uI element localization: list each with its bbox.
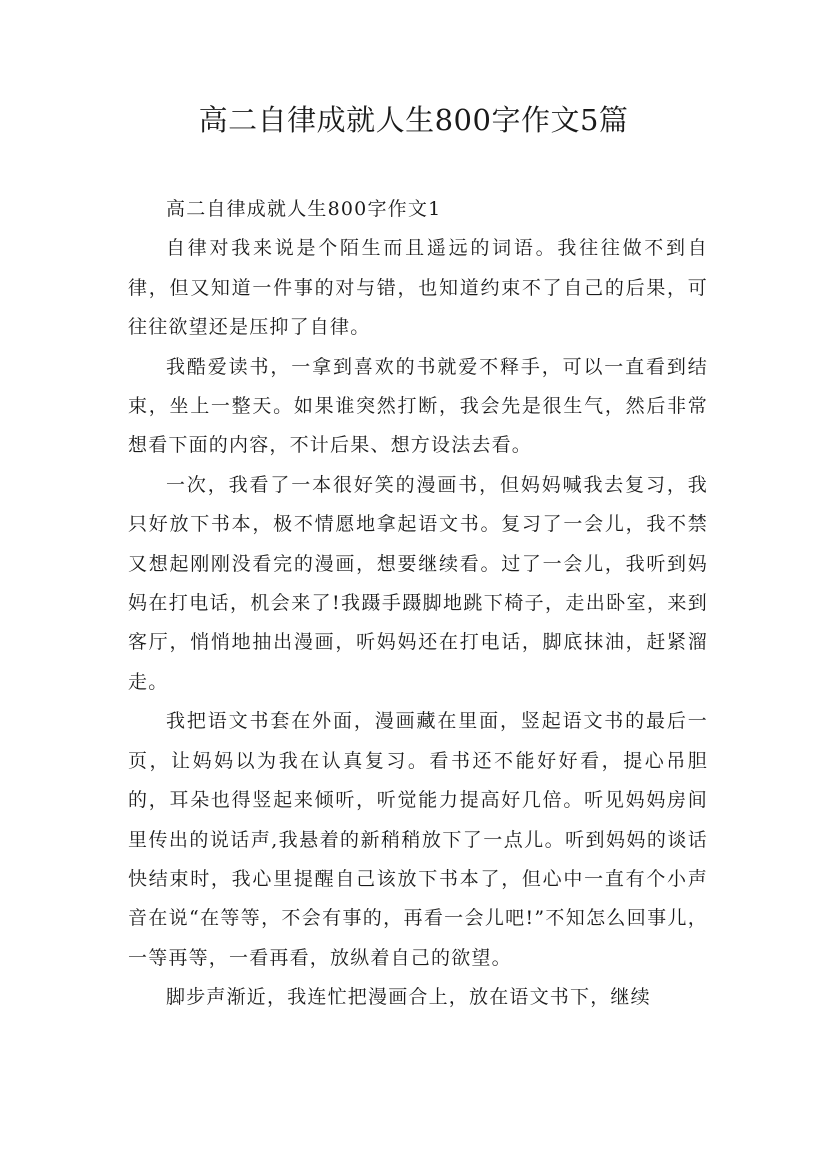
paragraph: 自律对我来说是个陌生而且遥远的词语。我往往做不到自律，但又知道一件事的对与错，也知道约束不了自己的后果，可往往欲望还是压抑了自律。 (128, 237, 708, 339)
paragraph: 我酷爱读书，一拿到喜欢的书就爱不释手，可以一直看到结束，坐上一整天。如果谁突然打断，我会先是很生气，然后非常想看下面的内容，不计后果、想方设法去看。 (128, 355, 708, 457)
document-body (128, 190, 708, 1018)
essay-heading: 高二自律成就人生800字作文1 (166, 198, 442, 220)
paragraph: 我把语文书套在外面，漫画藏在里面，竖起语文书的最后一页，让妈妈以为我在认真复习。看书还不能好好看，提心吊胆的，耳朵也得竖起来倾听，听觉能力提高好几倍。听见妈妈房间里传出的说话声,我悬着的新稍稍放下了一点儿。听到妈妈的谈话快结束时，我心里提醒自己该放下书本了，但心中一直有个小声音在说“在等等，不会有事的，再看一会儿吧!”不知怎么回事儿，一等再等，一看再看，放纵着自己的欲望。 (128, 710, 708, 969)
document-title: 高二自律成就人生800字作文5篇 (198, 103, 629, 137)
paragraph: 一次，我看了一本很好笑的漫画书，但妈妈喊我去复习，我只好放下书本，极不情愿地拿起语文书。复习了一会儿，我不禁又想起刚刚没看完的漫画，想要继续看。过了一会儿，我听到妈妈在打电话，机会来了!我蹑手蹑脚地跳下椅子，走出卧室，来到客厅，悄悄地抽出漫画，听妈妈还在打电话，脚底抹油，赶紧溜走。 (128, 473, 708, 693)
paragraph: 脚步声渐近，我连忙把漫画合上，放在语文书下，继续 (166, 986, 651, 1009)
